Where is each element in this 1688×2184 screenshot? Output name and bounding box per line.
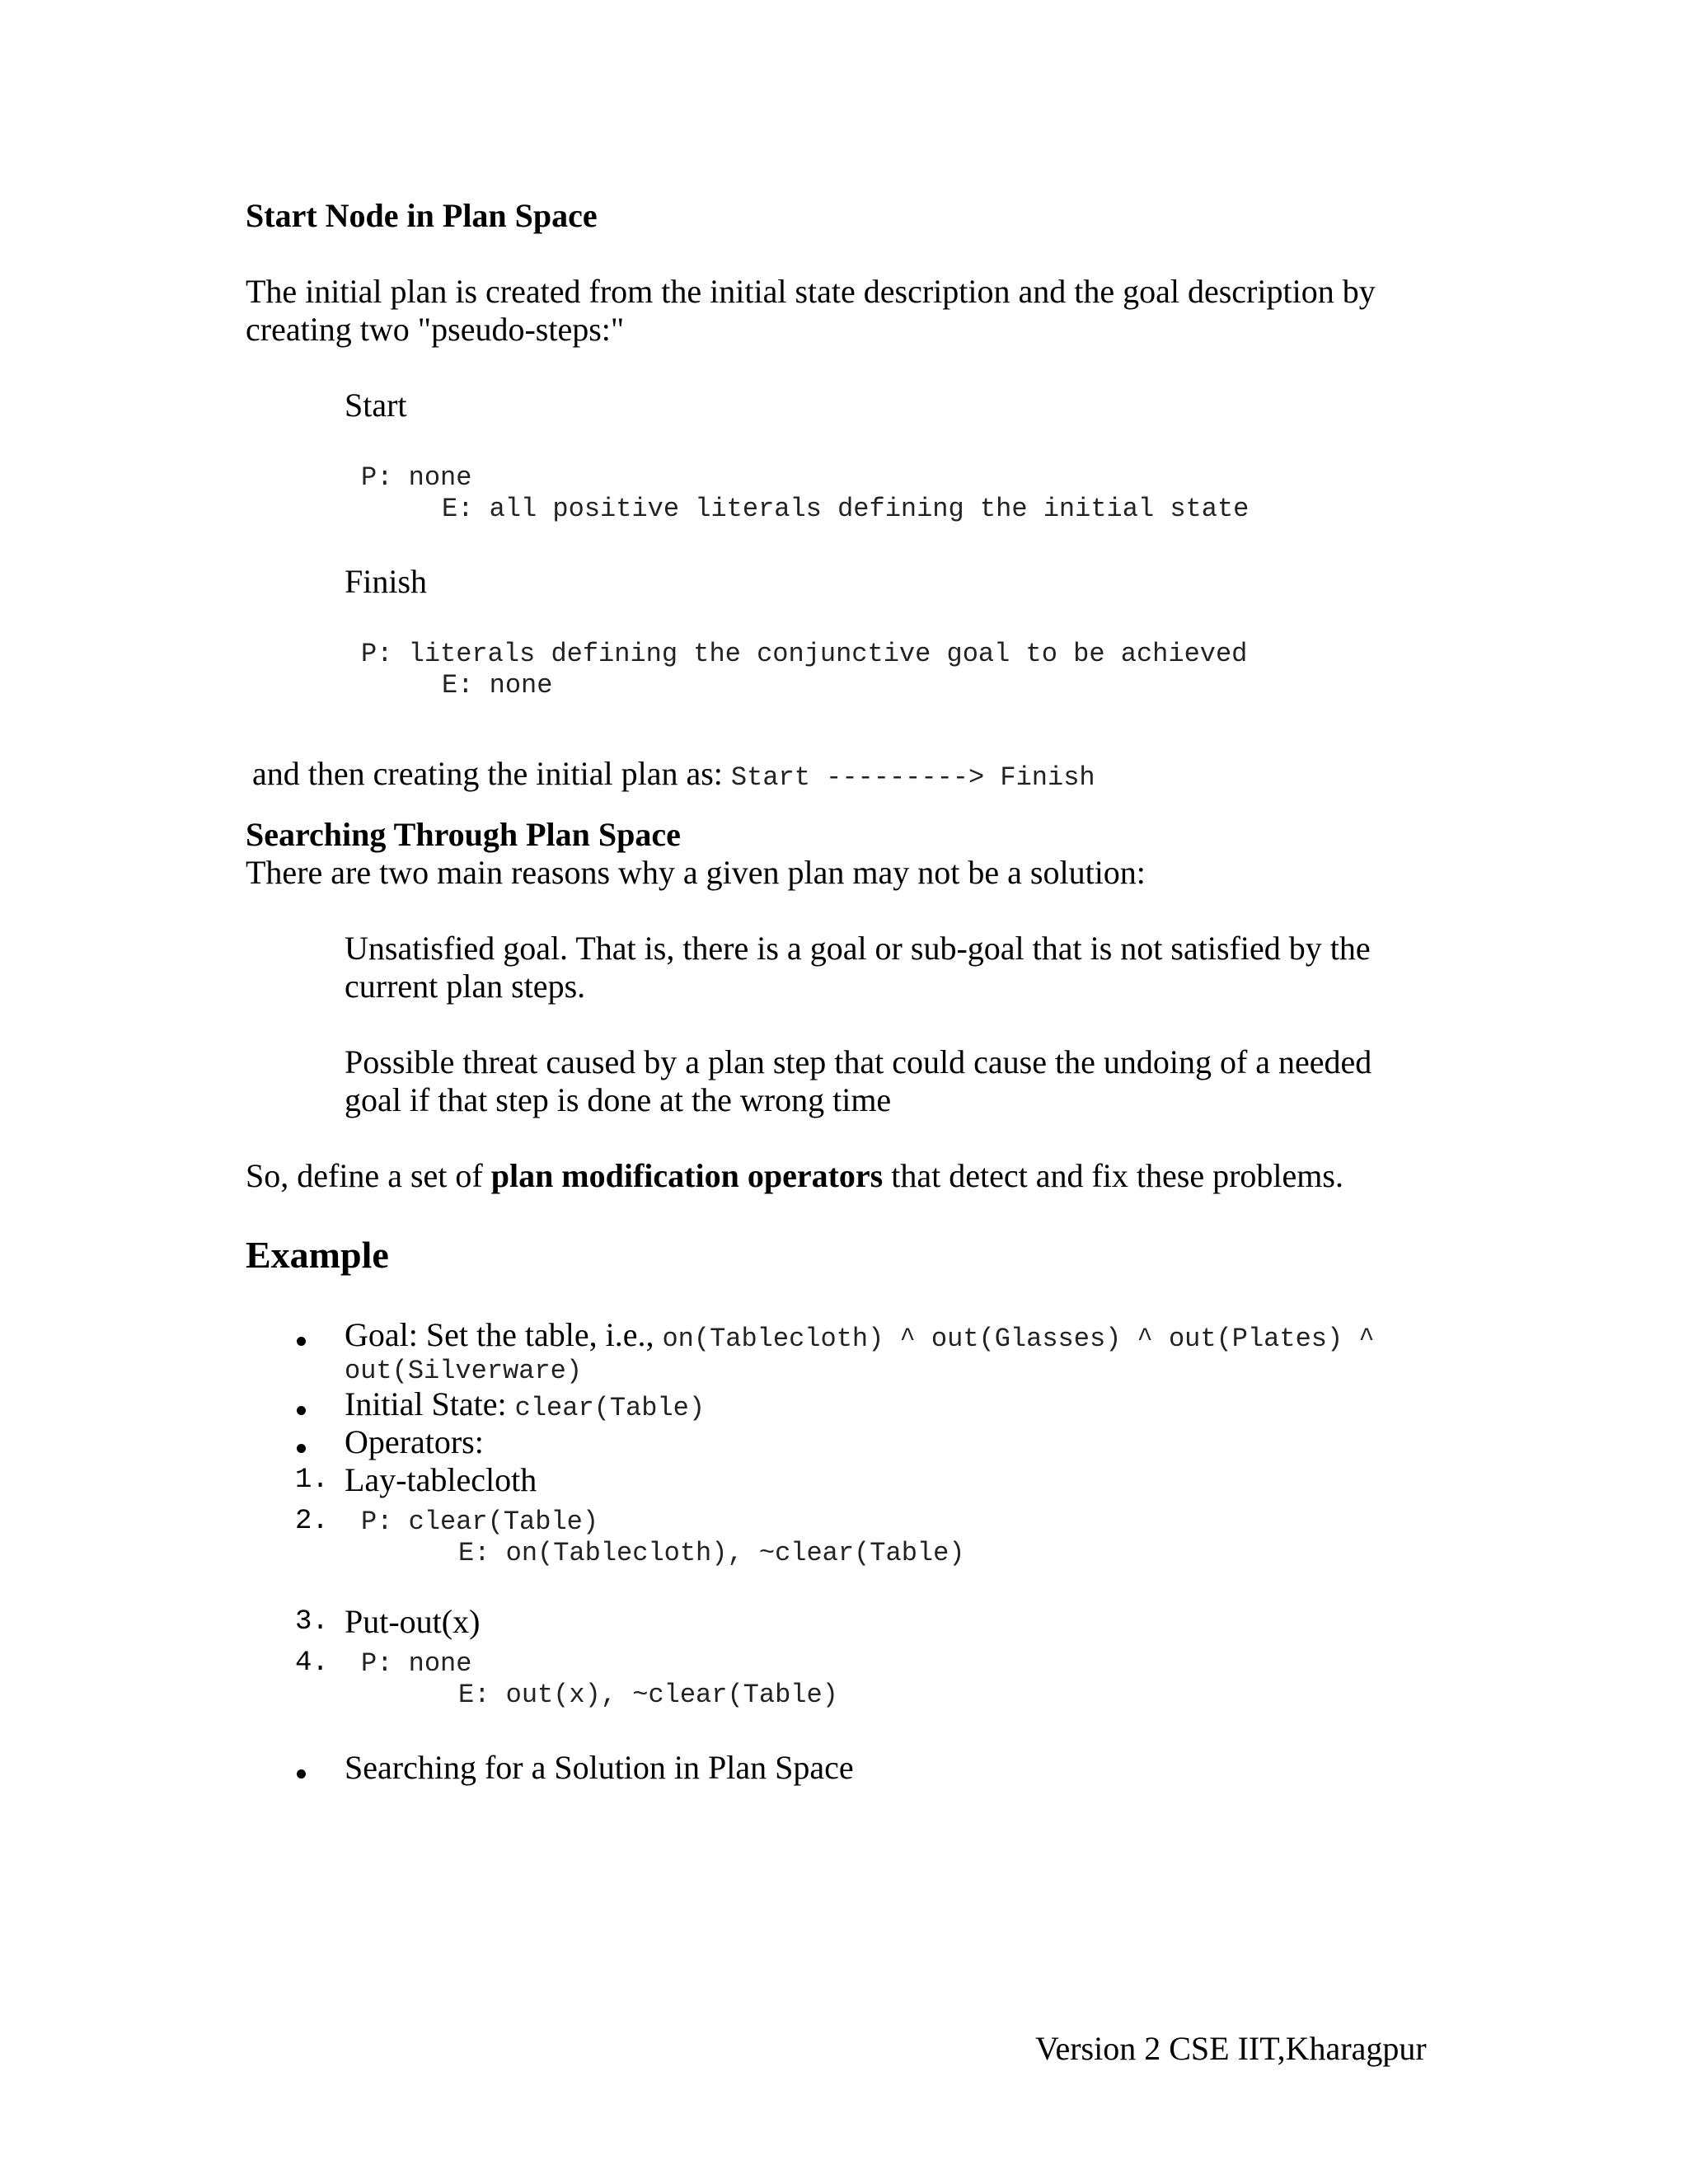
start-effects: E: all positive literals defining the initial state [442,494,1250,524]
reason-1-line-2: current plan steps. [345,968,586,1005]
list-number-3: 3. [295,1606,329,1638]
goal-text: Goal: Set the table, i.e., [345,1316,663,1353]
reason-2-line-1: Possible threat caused by a plan step that could cause the undoing of a needed [345,1043,1372,1080]
example-heading: Example [246,1234,389,1276]
goal-bullet [345,1316,1375,1355]
operator-2-name: Put-out(x) [345,1603,481,1640]
goal-code-line-2: out(Silverware) [345,1356,583,1386]
intro-paragraph-line-1: The initial plan is created from the initial state description and the goal description by [246,273,1376,310]
searching-intro: There are two main reasons why a given plan may not be a solution: [246,854,1146,891]
sentence-prefix: So, define a set of [246,1157,491,1194]
operator-1-effects: E: on(Tablecloth), ~clear(Table) [458,1538,965,1568]
bullet-icon [297,1406,306,1415]
list-number-2: 2. [295,1506,329,1537]
initial-plan-text: and then creating the initial plan as: [252,755,731,792]
initial-state-bullet [345,1385,705,1424]
list-number-4: 4. [295,1647,329,1679]
page-footer: Version 2 CSE IIT,Kharagpur [1035,2030,1427,2067]
searching-solution-bullet: Searching for a Solution in Plan Space [345,1749,854,1786]
sentence-bold-term: plan modification operators [490,1157,884,1194]
goal-code-line-1: on(Tablecloth) ^ out(Glasses) ^ out(Plates) ^ [662,1324,1375,1354]
finish-effects: E: none [442,670,553,701]
initial-state-code: clear(Table) [514,1393,706,1423]
start-step-label: Start [345,387,407,424]
reason-2-line-2: goal if that step is done at the wrong time [345,1081,892,1118]
initial-state-text: Initial State: [345,1385,515,1422]
intro-paragraph-line-2: creating two "pseudo-steps:" [246,311,625,348]
operator-1-preconditions: P: clear(Table) [361,1507,599,1537]
operator-2-effects: E: out(x), ~clear(Table) [458,1680,838,1710]
bullet-icon [297,1769,306,1779]
start-preconditions: P: none [361,462,472,493]
operator-1-name: Lay-tablecloth [345,1461,537,1498]
section-heading-searching: Searching Through Plan Space [246,816,681,853]
initial-plan-line [246,740,1095,794]
list-number-1: 1. [295,1465,329,1496]
modification-operators-sentence [246,1157,1343,1195]
bullet-icon [297,1337,306,1346]
operators-label: Operators: [345,1423,484,1460]
bullet-icon [297,1444,306,1453]
reason-1-line-1: Unsatisfied goal. That is, there is a goal or sub-goal that is not satisfied by the [345,930,1371,967]
initial-plan-code: Start ---------> Finish [730,762,1095,793]
finish-step-label: Finish [345,563,428,600]
finish-preconditions: P: literals defining the conjunctive goal to be achieved [361,639,1248,669]
operator-2-preconditions: P: none [361,1648,472,1679]
sentence-suffix: that detect and fix these problems. [883,1157,1343,1194]
section-heading-start-node: Start Node in Plan Space [246,197,598,234]
